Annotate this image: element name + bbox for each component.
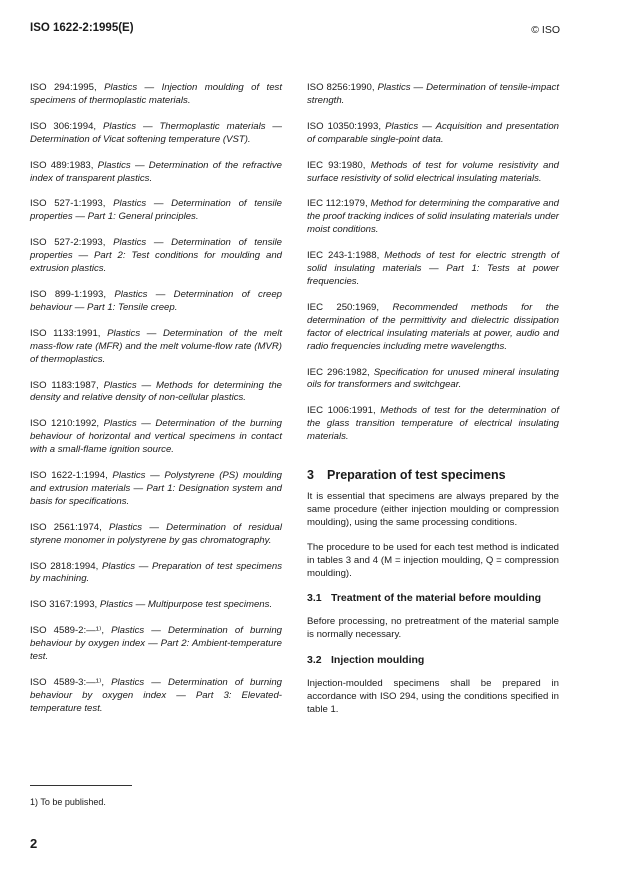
reference-entry: ISO 2561:1974, Plastics — Determination of residual styrene monomer in polystyrene by gas chromatography. [30,521,282,546]
reference-entry: ISO 3167:1993, Plastics — Multipurpose test specimens. [30,599,273,611]
copyright-mark: © ISO [531,24,560,36]
reference-entry: IEC 296:1982, Specification for unused mineral insulating oils for transformers and switchgear. [307,366,559,391]
reference-entry: ISO 1622-1:1994, Plastics — Polystyrene (PS) moulding and extrusion materials — Part 1: Designation system and basis for specifications. [30,470,282,507]
subsection-number: 3.2 [307,654,322,667]
reference-entry: IEC 93:1980, Methods of test for volume resistivity and surface resistivity of solid electrical insulating materials. [307,159,560,184]
reference-entry: ISO 4589-3:—¹⁾, Plastics — Determination of burning behaviour by oxygen index — Part 3: Elevated-temperature test. [30,677,282,714]
subsection-title: Treatment of the material before moulding [331,592,542,605]
reference-entry: ISO 10350:1993, Plastics — Acquisition and presentation of comparable single-point data. [307,120,559,145]
reference-entry: ISO 899-1:1993, Plastics — Determination of creep behaviour — Part 1: Tensile creep. [30,288,283,313]
section-paragraph: It is essential that specimens are always prepared by the same procedure (either injection moulding or compression moulding), using the same processing conditions. [307,491,559,528]
footnote-divider [30,785,132,786]
reference-entry: ISO 1210:1992, Plastics — Determination of the burning behaviour of horizontal and vertical specimens in contact with a small-flame ignition source. [30,418,282,456]
reference-entry: ISO 1133:1991, Plastics — Determination of the melt mass-flow rate (MFR) and the melt volume-flow rate (MVR) of thermoplastics. [30,327,282,365]
subsection-heading [307,592,559,605]
reference-entry: ISO 489:1983, Plastics — Determination of the refractive index of transparent plastics. [30,159,282,184]
section-heading [307,468,559,482]
reference-entry: ISO 527-1:1993, Plastics — Determination of tensile properties — Part 1: General principles. [30,198,283,223]
left-column [30,82,282,729]
reference-entry: IEC 243-1:1988, Methods of test for electric strength of solid insulating materials — Part 1: Tests at power frequencies. [307,250,560,287]
reference-entry: ISO 4589-2:—¹⁾, Plastics — Determination of burning behaviour by oxygen index — Part 2: Ambient-temperature test. [30,625,282,663]
subsection-title: Injection moulding [331,654,425,667]
reference-entry: ISO 1183:1987, Plastics — Methods for determining the density and relative density of non-cellular plastics. [30,379,283,404]
section-number: 3 [307,468,314,483]
subsection-paragraph: Before processing, no pretreatment of the material sample is normally necessary. [307,616,559,641]
document-id: ISO 1622-2:1995(E) [30,22,134,34]
page-number: 2 [30,836,38,851]
reference-entry: IEC 112:1979, Method for determining the comparative and the proof tracking indices of solid insulating materials under moist conditions. [307,198,559,236]
reference-entry: ISO 8256:1990, Plastics — Determination of tensile-impact strength. [307,82,559,106]
reference-entry: ISO 527-2:1993, Plastics — Determination of tensile properties — Part 2: Test conditions for moulding and extrusion plastics. [30,237,283,275]
subsection-number: 3.1 [307,592,322,605]
section-paragraph: The procedure to be used for each test method is indicated in tables 3 and 4 (M = injection moulding, Q = compression moulding). [307,541,559,579]
reference-entry: ISO 294:1995, Plastics — Injection moulding of test specimens of thermoplastic materials. [30,82,282,106]
section-title: Preparation of test specimens [327,468,506,483]
footnote: 1) To be published. [30,797,106,807]
subsection-paragraph: Injection-moulded specimens shall be prepared in accordance with ISO 294, using the conditions specified in table 1. [307,678,559,716]
right-column [307,82,559,729]
reference-entry: IEC 250:1969, Recommended methods for the determination of the permittivity and dielectric dissipation factor of electrical insulating materials at power, audio and radio frequencies including metre wavelengths. [307,301,559,352]
subsection-heading [307,654,559,667]
reference-entry: ISO 2818:1994, Plastics — Preparation of test specimens by machining. [30,560,282,585]
reference-entry: IEC 1006:1991, Methods of test for the determination of the glass transition temperature of electrical insulating materials. [307,405,559,443]
reference-entry: ISO 306:1994, Plastics — Thermoplastic materials — Determination of Vicat softening temperature (VST). [30,120,283,145]
